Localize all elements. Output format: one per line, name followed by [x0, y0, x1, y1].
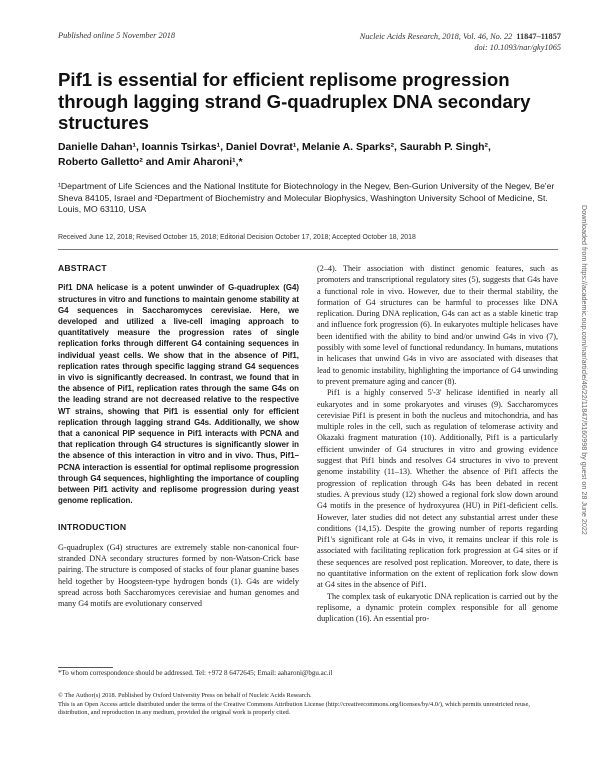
copyright-notice — [58, 692, 558, 718]
copyright-line: © The Author(s) 2018. Published by Oxford University Press on behalf of Nucleic Acids Research. — [58, 692, 312, 699]
license-text: This is an Open Access article distributed under the terms of the Creative Commons Attribution License (http://creativecommons.org/licenses/by/4.0/), which permits unrestricted reuse, distribution, and reproduction in any medium, provided the original work is properly cited. — [58, 700, 530, 717]
correspondence-footnote: *To whom correspondence should be addressed. Tel: +972 8 6472645; Email: aaharoni@bgu.ac.il — [58, 669, 333, 677]
download-sidebar — [580, 205, 595, 545]
introduction-heading: INTRODUCTION — [58, 522, 127, 533]
received-dates: Received June 12, 2018; Revised October 15, 2018; Editorial Decision October 17, 2018; Accepted October 18, 2018 — [58, 234, 416, 241]
author-line: Roberto Galletto² and Amir Aharoni¹,* — [58, 157, 243, 168]
body-paragraph: The complex task of eukaryotic DNA replication is carried out by the replisome, a dynamic protein complex responsible for all genome duplication (16). An essential pro- — [317, 591, 558, 624]
download-notice: Downloaded from https://academic.oup.com/nar/article/46/22/11847/5160998 by guest on 28 June 2022 — [580, 205, 589, 535]
right-column — [317, 263, 558, 625]
body-paragraph: Pif1 is a highly conserved 5'-3' helicase identified in nearly all eukaryotes and in some prokaryotes and viruses (9). Saccharomyces cerevisiae Pif1 is present in both the nucleus and mitochondria, and has multiple roles in the cell, such as regulation of telomerase activity and Okazaki fragment maturation (10). Additionally, Pif1 is a particularly efficient unwinder of G4 structures in vitro and growing evidence suggest that Pif1 binds and resolves G4 structures in vivo to prevent genome instability (11–13). Whether the absence of Pif1 affects the progression of replication through G4s has been debated in recent studies. A previous study (12) showed a regional fork slow down around G4 motifs in the presence of hydroxyurea (HU) in Pif1-deficient cells. However, later studies did not detect any substantial arrest under these conditions (14,15). Despite the growing number of reports regarding Pif1's significant role at G4s in vivo, it remains unclear if this role is associated with facilitating replication fork progression at G4 sites or if these sequences are resolved post replication. Moreover, to date, there is no quantitative information on the extent of replication fork slow down at G4 sites in the absence of Pif1. — [317, 388, 558, 590]
intro-paragraph: G-quadruplex (G4) structures are extremely stable non-canonical four-stranded DNA secondary structures formed by non-Watson-Crick base pairing. The structure is composed of stacks of four planar guanine bases held together by Hoogsteen-type hydrogen bonds (1). G4s are widely spread across both Saccharomyces cerevisiae and human genomes and many G4 motifs are evolutionary conserved — [58, 542, 299, 609]
abstract-text: Pif1 DNA helicase is a potent unwinder of G-quadruplex (G4) structures in vitro and functions to maintain genome stability at G4 sequences in Saccharomyces cerevisiae. Here, we developed and utilized a live-cell imaging approach to quantitatively measure the progression rates of single replication forks through different G4 containing sequences in individual yeast cells. We show that in the absence of Pif1, replication rates through specific lagging strand G4 sequences in vivo is significantly decreased. In contrast, we found that in the absence of Pif1, replication rates through the same G4s on the leading strand are not decreased relative to the respective WT strains, showing that Pif1 is essential only for efficient replication through lagging strand G4s. Additionally, we show that a canonical PIP sequence in Pif1 interacts with PCNA and that replication through G4 structures is significantly slower in the absence of this interaction in vitro and in vivo. Thus, Pif1–PCNA interaction is essential for optimal replisome progression through G4 sequences, highlighting the importance of coupling between Pif1 activity and replisome progression during yeast genome replication. — [58, 283, 299, 506]
publication-date: Published online 5 November 2018 — [58, 31, 176, 40]
journal-name: Nucleic Acids Research, 2018, Vol. 46, No. 22 — [359, 32, 513, 41]
article-title: Pif1 is essential for efficient replisome progression through lagging strand G-quadruplex DNA secondary structures — [58, 69, 531, 133]
page-range: 11847–11857 — [516, 32, 561, 41]
affiliations: ¹Department of Life Sciences and the National Institute for Biotechnology in the Negev, Ben-Gurion University of the Negev, Be'er Sheva 84105, Israel and ²Department of Biochemistry and Molecular Biophysics, Washington University School of Medicine, St. Louis, MO 63110, USA — [58, 181, 555, 214]
left-column — [58, 263, 299, 609]
footnote-divider — [58, 667, 113, 668]
author-line: Danielle Dahan¹, Ioannis Tsirkas¹, Daniel Dovrat¹, Melanie A. Sparks², Saurabh P. Singh², — [58, 142, 491, 153]
doi[interactable]: doi: 10.1093/nar/gky1065 — [474, 43, 561, 52]
abstract-heading: ABSTRACT — [58, 263, 107, 273]
body-paragraph: (2–4). Their association with distinct genomic features, such as promoters and transcriptional regulatory sites (5), suggests that G4s have a functional role in vivo. However, due to their thermal stability, the formation of G4 structures can be harmful to processes like DNA replication. During DNA replication, G4s can act as a stable kinetic trap and influence fork progression (6). In eukaryotes multiple helicases have been identified with the ability to bind and/or unwind G4s in vivo (7), possibly with some level of functional redundancy. In humans, mutations in helicases that unwind G4s in vivo are associated with diseases that lead to genomic instability, highlighting the importance of G4 unwinding to prevent premature aging and cancer (8). — [317, 264, 558, 386]
author-list — [58, 140, 558, 170]
journal-citation — [360, 31, 561, 53]
header-divider — [58, 249, 558, 250]
